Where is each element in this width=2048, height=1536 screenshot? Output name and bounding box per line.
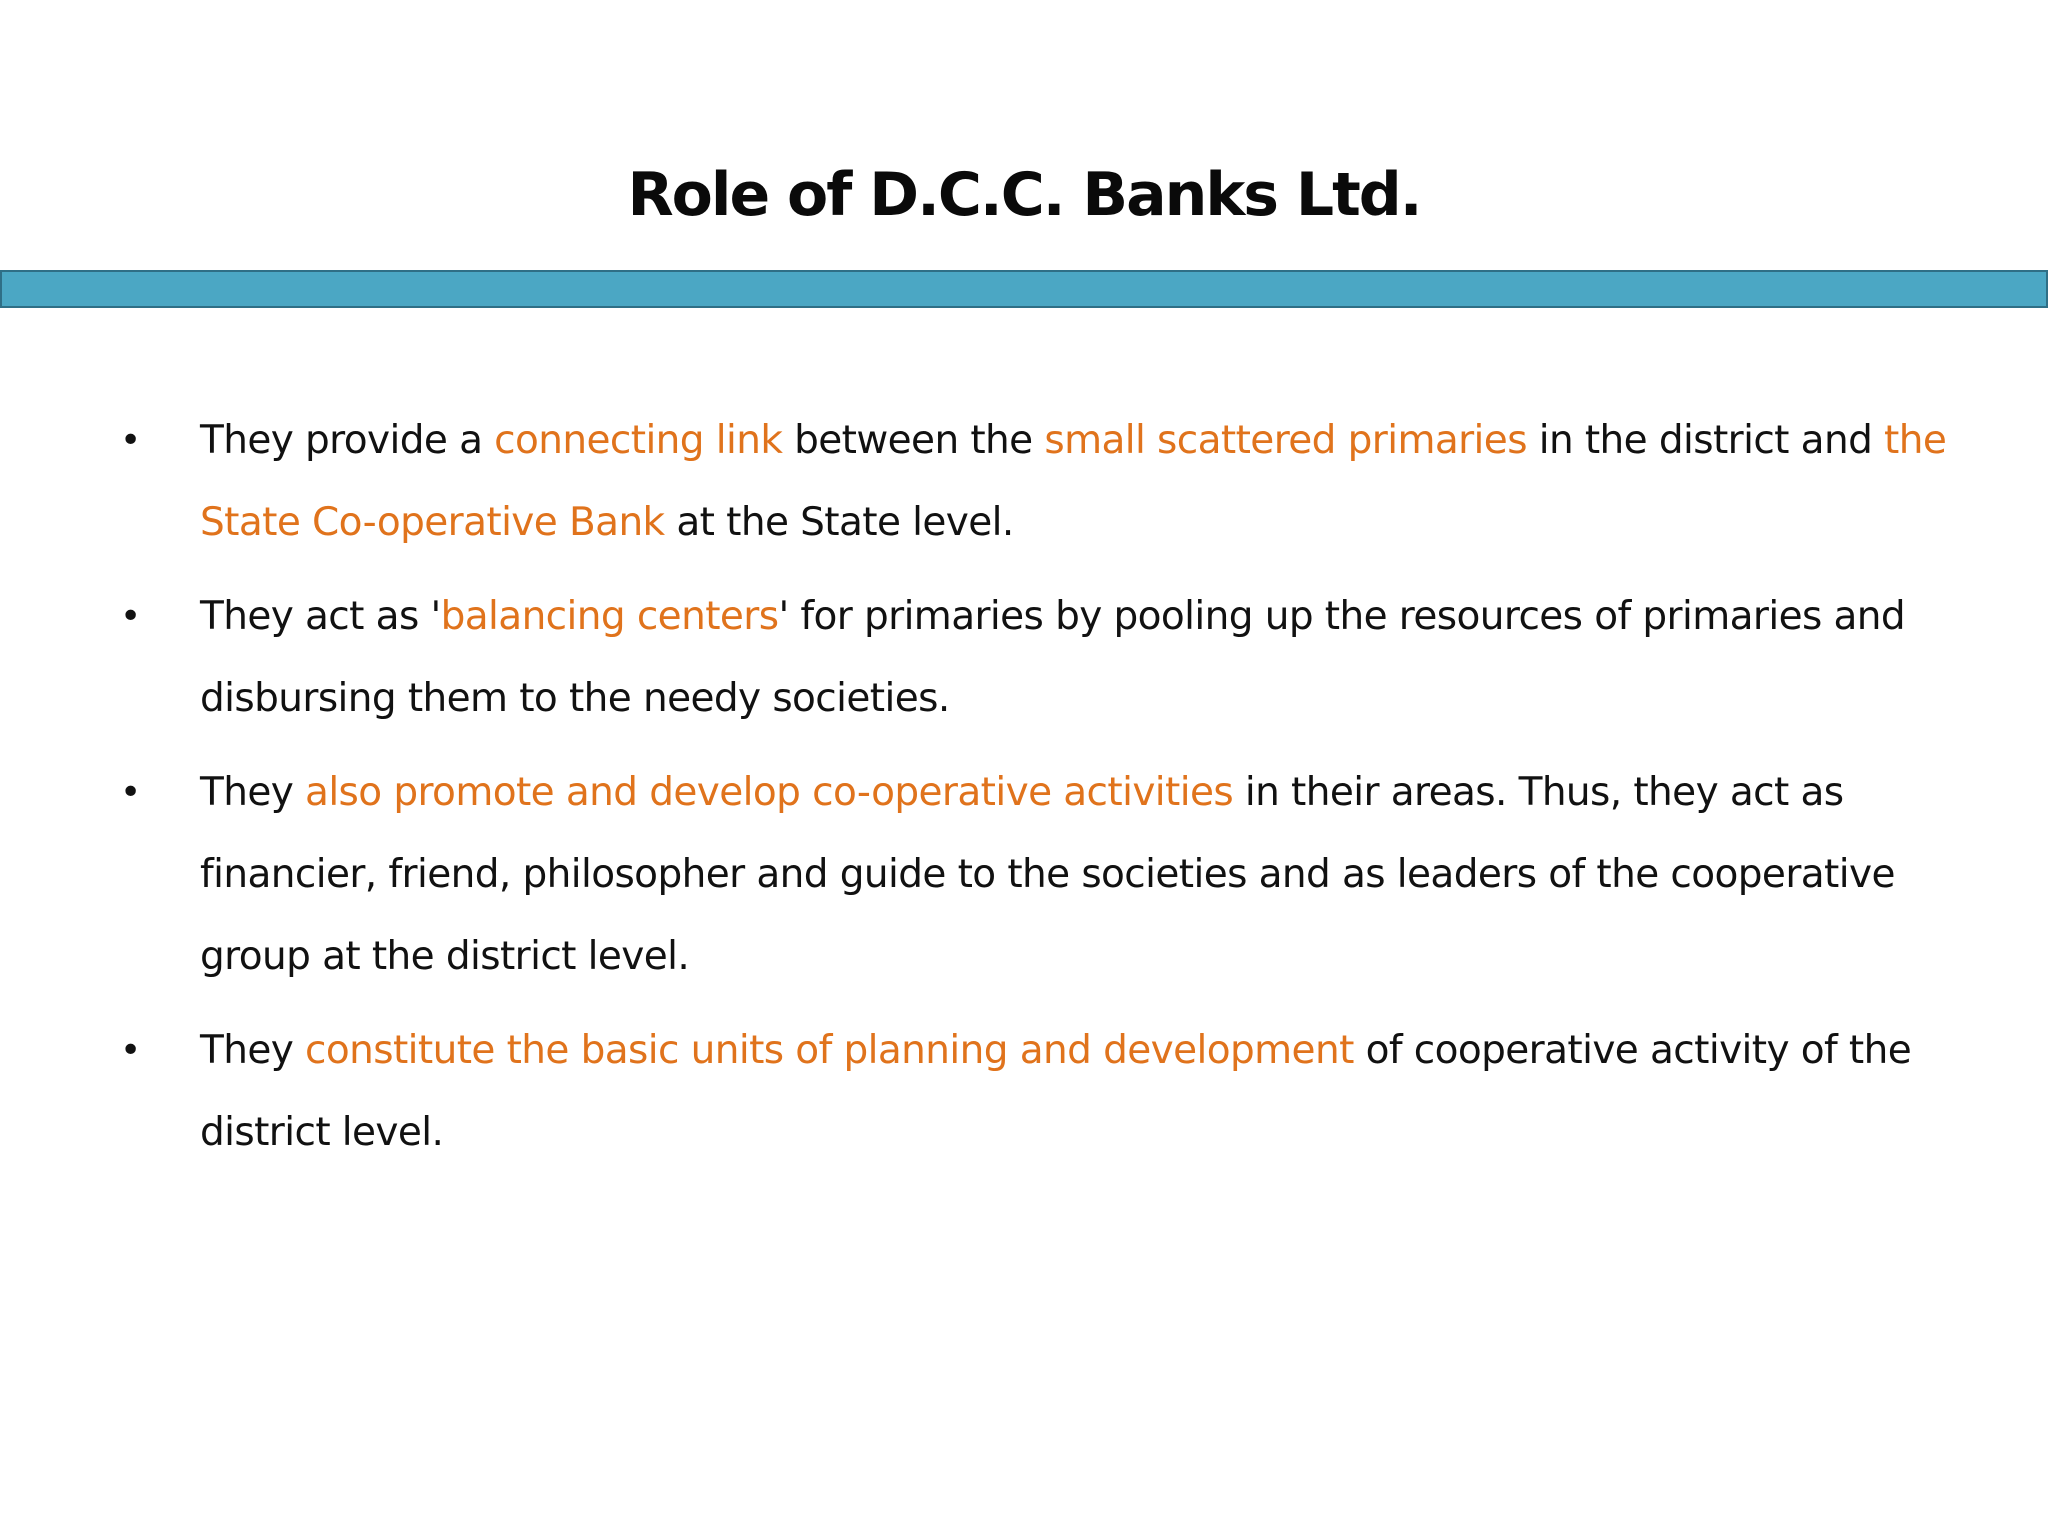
bullet-item [120,400,1960,564]
bullet-text [200,418,1946,545]
highlight-segment: constitute the basic units of planning and development [305,1028,1354,1073]
text-segment: ' for primaries by pooling up the resources of primaries and disbursing them to the needy societies. [200,594,1906,721]
text-segment: of cooperative activity of the district level. [200,1028,1912,1155]
text-segment: They [200,1028,306,1073]
text-segment: in the district and [1526,418,1885,463]
text-segment: in their areas. Thus, they act as financier, friend, philosopher and guide to the societies and as leaders of the cooperative group at the district level. [200,770,1895,979]
highlight-segment: also promote and develop co-operative activities [305,770,1234,815]
bullet-item [120,1010,1960,1174]
bullet-dot-icon: • [120,772,141,813]
text-segment: They [200,770,306,815]
highlight-segment: connecting link [494,418,783,463]
highlight-segment: balancing centers [440,594,779,639]
text-segment: at the State level. [664,500,1014,545]
bullet-dot-icon: • [120,596,141,637]
text-segment: between the [782,418,1045,463]
text-segment: They provide a [200,418,495,463]
bullet-text [200,594,1905,721]
bullet-item [120,752,1960,998]
bullet-text [200,1028,1911,1155]
bullet-list [120,400,1960,1186]
bullet-dot-icon: • [120,420,141,461]
highlight-segment: the State Co-operative Bank [200,418,1947,545]
bullet-text [200,770,1895,979]
bullet-item [120,576,1960,740]
slide-title: Role of D.C.C. Banks Ltd. [627,160,1421,230]
text-segment: They act as ' [200,594,441,639]
title-divider-bar [0,270,2048,308]
highlight-segment: small scattered primaries [1044,418,1527,463]
bullet-dot-icon: • [120,1030,141,1071]
